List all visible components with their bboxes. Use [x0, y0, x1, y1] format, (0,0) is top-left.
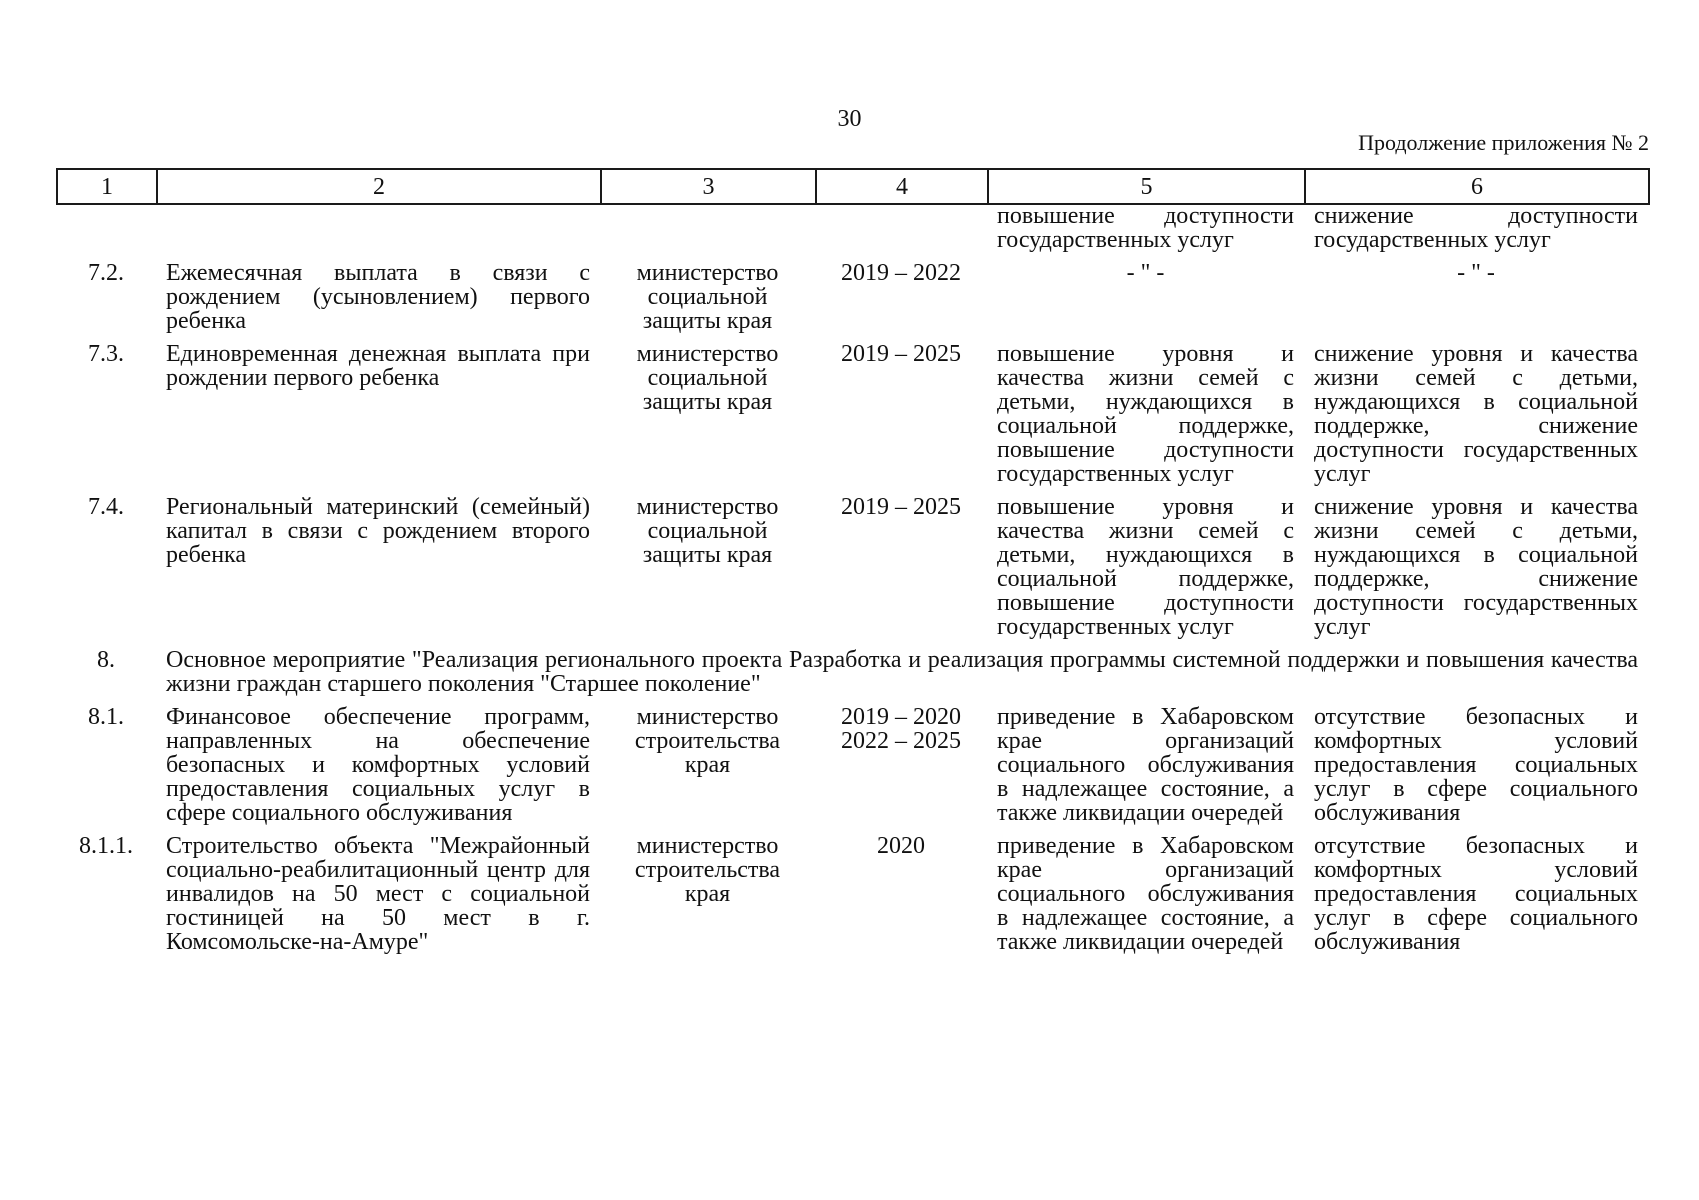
non-implementation-consequence: снижение уровня и качества жизни семей с детьми, нуждающихся в социальной поддержке, снижение доступности государственных услуг [1314, 341, 1638, 487]
section-row [56, 648, 1648, 705]
years [815, 705, 987, 834]
carryover-consequence: снижение доступности государственных услуг [1314, 203, 1638, 253]
expected-result: повышение уровня и качества жизни семей с детьми, нуждающихся в социальной поддержке, повышение доступности государственных услуг [997, 341, 1294, 487]
page-number: 30 [837, 106, 862, 132]
years: 2019 – 2022 [841, 260, 961, 286]
column-header-table [56, 168, 1650, 205]
measures-table [56, 204, 1648, 963]
column-header-1: 1 [57, 169, 157, 204]
row-number: 7.3. [88, 341, 124, 367]
expected-result: повышение уровня и качества жизни семей с детьми, нуждающихся в социальной поддержке, повышение доступности государственных услуг [997, 494, 1294, 640]
measure-name: Единовременная денежная выплата при рождении первого ребенка [166, 341, 590, 391]
column-header-3: 3 [601, 169, 816, 204]
executor: министерство социальной защиты края [636, 341, 779, 415]
section-number: 8. [97, 647, 115, 673]
table-row [56, 261, 1648, 342]
row-number: 8.1. [88, 704, 124, 730]
row-number: 8.1.1. [79, 833, 133, 859]
years: 2019 – 2025 [841, 341, 961, 367]
consequence-ditto: - " - [1457, 260, 1495, 286]
table-row [56, 342, 1648, 495]
carryover-result: повышение доступности государственных услуг [997, 203, 1294, 253]
non-implementation-consequence: снижение уровня и качества жизни семей с детьми, нуждающихся в социальной поддержке, снижение доступности государственных услуг [1314, 494, 1638, 640]
table-row [56, 495, 1648, 648]
non-implementation-consequence: отсутствие безопасных и комфортных условий предоставления социальных услуг в сфере социального обслуживания [1314, 704, 1638, 826]
years: 2019 – 2025 [841, 494, 961, 520]
years-period-2: 2022 – 2025 [841, 728, 961, 754]
expected-result: приведение в Хабаровском крае организаций социального обслуживания в надлежащее состояние, а также ликвидации очередей [997, 704, 1294, 826]
measure-name: Строительство объекта "Межрайонный социально-реабилитационный центр для инвалидов на 50 мест с социальной гостиницей на 50 мест в г. Комсомольске-на-Амуре" [166, 833, 590, 955]
column-header-2: 2 [157, 169, 601, 204]
non-implementation-consequence: отсутствие безопасных и комфортных условий предоставления социальных услуг в сфере социального обслуживания [1314, 833, 1638, 955]
column-header-5: 5 [988, 169, 1305, 204]
years-period-1: 2019 – 2020 [841, 704, 961, 730]
executor: министерство социальной защиты края [636, 494, 779, 568]
result-ditto: - " - [1126, 260, 1165, 286]
column-header-4: 4 [816, 169, 988, 204]
executor: министерство социальной защиты края [636, 260, 779, 334]
years: 2020 [877, 833, 925, 859]
column-header-6: 6 [1305, 169, 1649, 204]
row-number: 7.4. [88, 494, 124, 520]
section-title: Основное мероприятие "Реализация регионального проекта Разработка и реализация программы системной поддержки и повышения качества жизни граждан старшего поколения "Старшее поколение" [166, 647, 1638, 697]
table-row [56, 834, 1648, 963]
column-header-row [57, 169, 1649, 204]
appendix-note: Продолжение приложения № 2 [1358, 130, 1649, 155]
measure-name: Региональный материнский (семейный) капитал в связи с рождением второго ребенка [166, 494, 590, 568]
measure-name: Ежемесячная выплата в связи с рождением (усыновлением) первого ребенка [166, 260, 590, 334]
table-row [56, 705, 1648, 834]
row-number: 7.2. [88, 260, 124, 286]
executor: министерство строительства края [634, 704, 781, 778]
measure-name: Финансовое обеспечение программ, направленных на обеспечение безопасных и комфортных условий предоставления социальных услуг в сфере социального обслуживания [166, 704, 590, 826]
carryover-row [56, 204, 1648, 261]
executor: министерство строительства края [634, 833, 781, 907]
expected-result: приведение в Хабаровском крае организаций социального обслуживания в надлежащее состояние, а также ликвидации очередей [997, 833, 1294, 955]
